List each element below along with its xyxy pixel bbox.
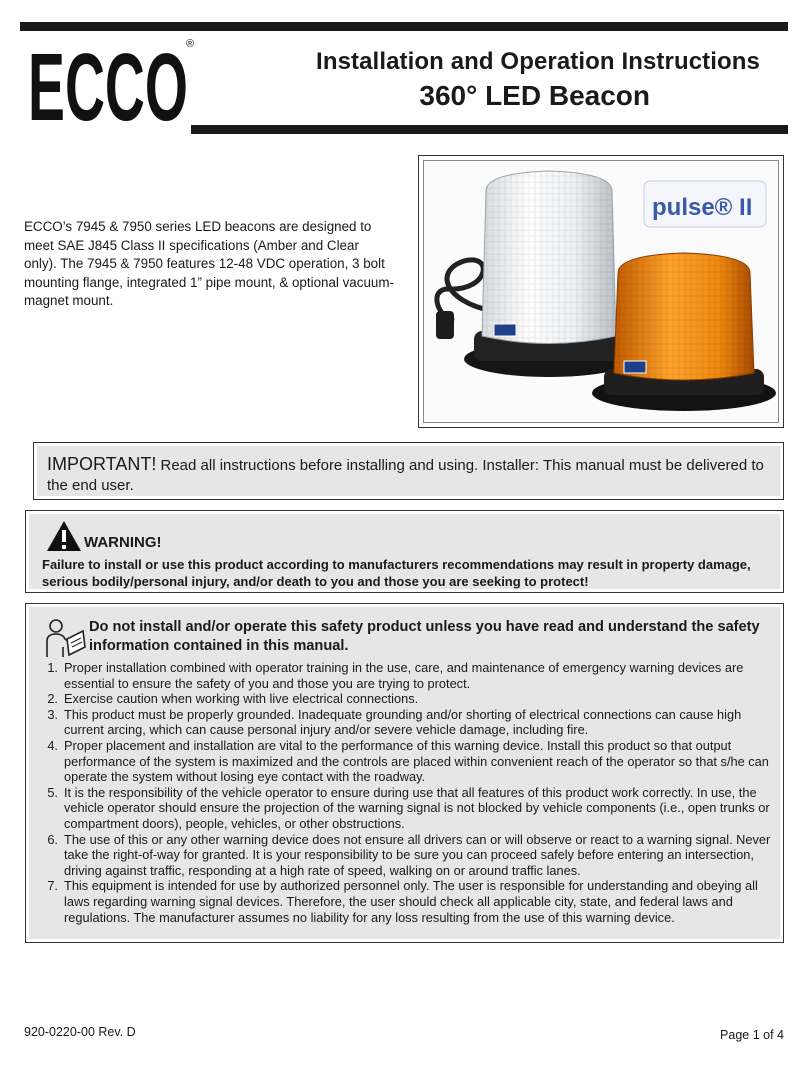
product-photo-frame — [418, 155, 784, 428]
page-number: Page 1 of 4 — [720, 1028, 784, 1042]
important-notice — [33, 442, 784, 500]
important-heading: IMPORTANT! — [47, 454, 157, 474]
read-manual-icon — [43, 617, 87, 659]
safety-heading: Do not install and/or operate this safety product unless you have read and understand the safety information contained in this manual. — [89, 619, 760, 654]
header-top-rule — [20, 22, 788, 31]
safety-item: 1. Proper installation combined with operator training in the use, care, and maintenance of emergency warning devices are essential to ensure the safety of you and those you are trying to protect. — [47, 660, 744, 691]
safety-item: 5. It is the responsibility of the vehicle operator to ensure during use that all features of this product work correctly. In use, the vehicle operator should ensure the projection of the warning signal is not blocked by vehicle components (i.e., open trunks or compartment doors), people, vehicles, or other obstructions. — [47, 784, 770, 831]
safety-item: 7. This equipment is intended for use by authorized personnel only. The user is responsible for understanding and obeying all laws regarding warning signal devices. Therefore, the user should check all applicable city, state, and federal laws and regulations. The manufacturer assumes no liability for any loss resulting from the use of this warning device. — [47, 878, 758, 925]
safety-item: 4. Proper placement and installation are vital to the performance of this warning device. Install this product so that output performance of the system is maximized and the controls are placed within convenient reach of the operator so that s/he can operate the system without losing eye contact with the roadway. — [47, 737, 769, 785]
document-number: 920-0220-00 Rev. D — [24, 1025, 136, 1039]
warning-box — [25, 510, 784, 593]
warning-text: Failure to install or use this product according to manufacturers recommendations may result in property damage, serious bodily/personal injury, and/or death to you and those you are seeking to protect! — [42, 557, 751, 589]
product-photo — [423, 160, 779, 423]
ecco-logo — [28, 40, 200, 126]
product-title: 360° LED Beacon — [419, 80, 650, 111]
warning-triangle-icon — [46, 520, 82, 552]
svg-text:ECCO: ECCO — [28, 40, 188, 126]
safety-item: 3. This product must be properly grounded. Inadequate grounding and/or shorting of electrical connections can cause high current arcing, which can cause personal injury and/or severe vehicle damage, including fire. — [47, 706, 742, 738]
safety-item: 2. Exercise caution when working with live electrical connections. — [47, 691, 419, 707]
warning-title: WARNING! — [84, 534, 162, 551]
registered-mark: ® — [186, 38, 195, 50]
important-text: Read all instructions before installing and using. Installer: This manual must be delivered to the end user. — [47, 457, 764, 494]
doc-title: Installation and Operation Instructions — [316, 48, 760, 75]
safety-information-box — [25, 603, 784, 943]
svg-text:pulse® II: pulse® II — [652, 194, 753, 221]
header-bottom-rule — [191, 125, 788, 134]
safety-item: 6. The use of this or any other warning device does not ensure all drivers can or will observe or react to a warning signal. Never take the right-of-way for granted. It is your responsibility to be sure you can proceed safely before entering an intersection, driving against traffic, responding at a high rate of speed, walking on or around traffic lanes. — [47, 831, 771, 878]
beacon-illustration — [424, 161, 779, 423]
safety-list — [38, 660, 780, 925]
intro-paragraph: ECCO’s 7945 & 7950 series LED beacons are designed to meet SAE J845 Class II specifications (Amber and Clear only). The 7945 & 7950 features 12-48 VDC operation, 3 bolt mounting flange, integrated 1” pipe mount, & optional vacuum-magnet mount. — [24, 219, 394, 308]
